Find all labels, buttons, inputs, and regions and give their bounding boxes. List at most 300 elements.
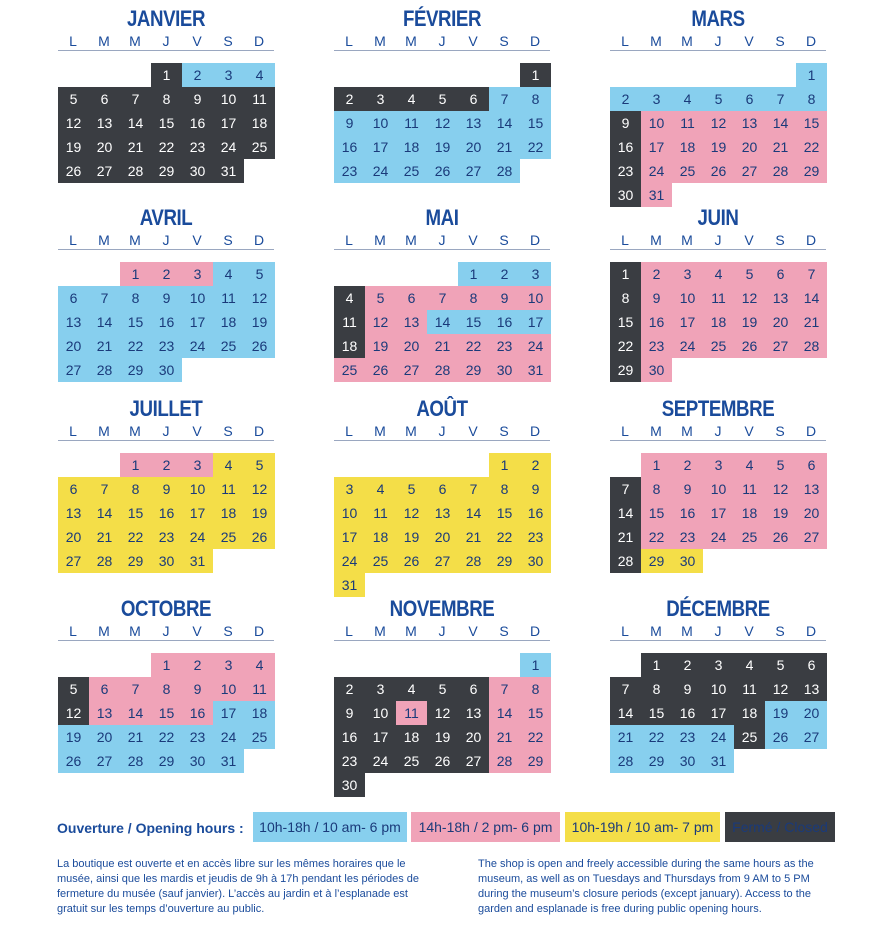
day-cell: 23	[151, 525, 182, 549]
weekday-header: S	[223, 232, 233, 248]
day-cell: 2	[182, 63, 213, 87]
day-cell: 25	[244, 725, 275, 749]
weekday-header: V	[744, 623, 754, 639]
day-cell: 8	[641, 677, 672, 701]
day-cell: 13	[765, 286, 796, 310]
weekday-header: D	[253, 623, 265, 639]
day-cell: 2	[334, 677, 365, 701]
day-cell: 25	[734, 525, 765, 549]
day-cell: 20	[58, 525, 89, 549]
day-cell: 27	[58, 358, 89, 382]
weekday-divider	[334, 50, 550, 51]
day-cell: 12	[396, 501, 427, 525]
day-cell: 21	[796, 310, 827, 334]
weekday-header: J	[714, 232, 722, 248]
day-cell: 6	[458, 87, 489, 111]
day-cell: 9	[641, 286, 672, 310]
day-cell: 19	[427, 725, 458, 749]
day-cell: 23	[489, 334, 520, 358]
day-cell: 2	[182, 653, 213, 677]
weekday-header: S	[223, 623, 233, 639]
day-cell: 26	[734, 334, 765, 358]
weekday-header: J	[162, 423, 170, 439]
weekday-header: D	[529, 623, 541, 639]
weekday-divider	[58, 50, 274, 51]
day-cell: 26	[427, 749, 458, 773]
day-cell: 3	[365, 87, 396, 111]
day-cell: 27	[458, 749, 489, 773]
weekday-header: L	[69, 423, 77, 439]
weekday-header: M	[681, 423, 693, 439]
weekday-header: M	[650, 623, 662, 639]
day-cell: 16	[520, 501, 551, 525]
day-cell: 9	[151, 286, 182, 310]
day-cell: 15	[120, 501, 151, 525]
day-cell: 19	[244, 310, 275, 334]
day-cell: 31	[213, 159, 244, 183]
day-cell: 30	[672, 749, 703, 773]
day-cell: 18	[213, 501, 244, 525]
day-cell: 27	[58, 549, 89, 573]
weekday-header: S	[499, 423, 509, 439]
day-cell: 9	[334, 111, 365, 135]
weekday-header: S	[499, 232, 509, 248]
day-cell: 21	[120, 135, 151, 159]
weekday-divider	[610, 249, 826, 250]
day-cell: 1	[641, 453, 672, 477]
month-title: MARS	[691, 6, 745, 31]
day-cell: 25	[396, 749, 427, 773]
day-cell: 23	[334, 749, 365, 773]
day-cell: 20	[58, 334, 89, 358]
day-cell: 28	[489, 159, 520, 183]
day-cell: 3	[672, 262, 703, 286]
day-cell: 1	[151, 63, 182, 87]
day-cell: 13	[89, 701, 120, 725]
day-cell: 13	[796, 677, 827, 701]
day-cell: 5	[396, 477, 427, 501]
day-cell: 13	[427, 501, 458, 525]
weekday-header: D	[253, 423, 265, 439]
weekday-header: M	[129, 33, 141, 49]
month-title: AOÛT	[416, 396, 468, 421]
day-cell: 4	[365, 477, 396, 501]
day-cell: 29	[641, 749, 672, 773]
day-cell: 30	[151, 358, 182, 382]
day-cell: 20	[458, 135, 489, 159]
weekday-header: V	[468, 623, 478, 639]
day-cell: 4	[244, 63, 275, 87]
weekday-header: S	[775, 623, 785, 639]
day-cell: 7	[120, 87, 151, 111]
month-title: SEPTEMBRE	[661, 396, 775, 421]
day-cell: 16	[489, 310, 520, 334]
day-cell: 16	[334, 135, 365, 159]
day-cell: 4	[396, 677, 427, 701]
day-cell: 19	[734, 310, 765, 334]
day-cell: 25	[396, 159, 427, 183]
day-cell: 1	[641, 653, 672, 677]
day-cell: 12	[58, 701, 89, 725]
weekday-header: M	[98, 623, 110, 639]
day-cell: 16	[151, 501, 182, 525]
day-cell: 9	[610, 111, 641, 135]
day-cell: 7	[610, 677, 641, 701]
weekday-header: M	[681, 623, 693, 639]
day-cell: 29	[489, 549, 520, 573]
day-cell: 19	[58, 135, 89, 159]
day-cell: 14	[610, 501, 641, 525]
weekday-header: M	[650, 33, 662, 49]
day-cell: 28	[458, 549, 489, 573]
weekday-header: V	[192, 423, 202, 439]
day-cell: 14	[120, 701, 151, 725]
day-cell: 2	[672, 653, 703, 677]
day-cell: 3	[213, 653, 244, 677]
day-cell: 10	[213, 87, 244, 111]
day-cell: 3	[520, 262, 551, 286]
weekday-header: V	[468, 33, 478, 49]
day-cell: 17	[182, 501, 213, 525]
day-cell: 12	[244, 477, 275, 501]
weekday-header: L	[621, 33, 629, 49]
weekday-header: D	[805, 232, 817, 248]
day-cell: 23	[182, 135, 213, 159]
day-cell: 31	[182, 549, 213, 573]
day-cell: 20	[458, 725, 489, 749]
day-cell: 7	[796, 262, 827, 286]
day-cell: 13	[58, 310, 89, 334]
day-cell: 10	[703, 477, 734, 501]
day-cell: 16	[151, 310, 182, 334]
weekday-header: L	[69, 232, 77, 248]
weekday-header: M	[650, 232, 662, 248]
day-cell: 5	[765, 653, 796, 677]
day-cell: 24	[365, 159, 396, 183]
legend-yellow-hours: 10h-19h / 10 am- 7 pm	[565, 812, 720, 842]
day-cell: 13	[796, 477, 827, 501]
day-cell: 26	[58, 749, 89, 773]
day-cell: 23	[151, 334, 182, 358]
day-cell: 6	[734, 87, 765, 111]
weekday-divider	[58, 640, 274, 641]
weekday-divider	[610, 640, 826, 641]
day-cell: 6	[89, 87, 120, 111]
weekday-divider	[58, 249, 274, 250]
day-cell: 22	[120, 334, 151, 358]
weekday-header: S	[499, 623, 509, 639]
day-cell: 2	[334, 87, 365, 111]
day-cell: 11	[365, 501, 396, 525]
day-cell: 8	[120, 286, 151, 310]
day-cell: 5	[703, 87, 734, 111]
day-cell: 6	[89, 677, 120, 701]
day-cell: 18	[672, 135, 703, 159]
weekday-header: S	[775, 423, 785, 439]
day-cell: 27	[89, 159, 120, 183]
weekday-header: M	[374, 623, 386, 639]
weekday-header: V	[192, 623, 202, 639]
weekday-header: S	[775, 33, 785, 49]
day-cell: 22	[120, 525, 151, 549]
day-cell: 24	[213, 725, 244, 749]
day-cell: 20	[396, 334, 427, 358]
weekday-header: M	[129, 232, 141, 248]
day-cell: 11	[396, 111, 427, 135]
weekday-header: M	[405, 623, 417, 639]
day-cell: 22	[151, 135, 182, 159]
day-cell: 15	[520, 701, 551, 725]
weekday-header: L	[345, 232, 353, 248]
day-cell: 3	[641, 87, 672, 111]
day-cell: 7	[458, 477, 489, 501]
weekday-header: L	[69, 33, 77, 49]
day-cell: 24	[365, 749, 396, 773]
weekday-header: L	[345, 33, 353, 49]
day-cell: 8	[151, 87, 182, 111]
weekday-header: V	[192, 33, 202, 49]
day-cell: 21	[120, 725, 151, 749]
weekday-header: M	[405, 423, 417, 439]
weekday-header: S	[223, 423, 233, 439]
day-cell: 5	[365, 286, 396, 310]
weekday-header: D	[529, 423, 541, 439]
day-cell: 3	[365, 677, 396, 701]
day-cell: 21	[610, 725, 641, 749]
day-cell: 8	[520, 87, 551, 111]
day-cell: 17	[703, 501, 734, 525]
day-cell: 4	[213, 453, 244, 477]
day-cell: 28	[89, 358, 120, 382]
weekday-header: M	[98, 423, 110, 439]
day-cell: 9	[489, 286, 520, 310]
weekday-header: M	[129, 423, 141, 439]
legend-blue-hours: 10h-18h / 10 am- 6 pm	[253, 812, 407, 842]
day-cell: 19	[427, 135, 458, 159]
day-cell: 22	[489, 525, 520, 549]
day-cell: 26	[365, 358, 396, 382]
weekday-header: J	[714, 33, 722, 49]
day-cell: 6	[58, 286, 89, 310]
day-cell: 9	[151, 477, 182, 501]
day-cell: 16	[182, 701, 213, 725]
weekday-header: M	[681, 232, 693, 248]
day-cell: 5	[58, 87, 89, 111]
day-cell: 11	[703, 286, 734, 310]
day-cell: 24	[703, 525, 734, 549]
day-cell: 5	[58, 677, 89, 701]
day-cell: 30	[334, 773, 365, 797]
day-cell: 18	[396, 135, 427, 159]
day-cell: 16	[334, 725, 365, 749]
day-cell: 9	[182, 87, 213, 111]
day-cell: 12	[765, 677, 796, 701]
day-cell: 5	[244, 262, 275, 286]
day-cell: 21	[489, 725, 520, 749]
day-cell: 5	[427, 677, 458, 701]
day-cell: 11	[213, 286, 244, 310]
day-cell: 31	[703, 749, 734, 773]
day-cell: 5	[427, 87, 458, 111]
day-cell: 10	[520, 286, 551, 310]
day-cell: 6	[796, 453, 827, 477]
legend-closed: Fermé / Closed	[725, 812, 835, 842]
month-title: JUIN	[697, 205, 739, 230]
day-cell: 8	[120, 477, 151, 501]
day-cell: 14	[489, 111, 520, 135]
day-cell: 8	[489, 477, 520, 501]
day-cell: 12	[765, 477, 796, 501]
weekday-header: D	[253, 232, 265, 248]
day-cell: 29	[796, 159, 827, 183]
day-cell: 31	[641, 183, 672, 207]
day-cell: 4	[396, 87, 427, 111]
day-cell: 30	[610, 183, 641, 207]
day-cell: 17	[703, 701, 734, 725]
day-cell: 14	[796, 286, 827, 310]
day-cell: 2	[520, 453, 551, 477]
day-cell: 12	[427, 701, 458, 725]
day-cell: 9	[672, 477, 703, 501]
day-cell: 18	[244, 111, 275, 135]
day-cell: 1	[610, 262, 641, 286]
day-cell: 12	[58, 111, 89, 135]
day-cell: 22	[520, 725, 551, 749]
month-title: JANVIER	[126, 6, 206, 31]
day-cell: 30	[151, 549, 182, 573]
day-cell: 29	[120, 549, 151, 573]
day-cell: 22	[641, 725, 672, 749]
day-cell: 23	[182, 725, 213, 749]
weekday-header: D	[529, 232, 541, 248]
day-cell: 30	[520, 549, 551, 573]
month-title: AVRIL	[139, 205, 193, 230]
day-cell: 15	[520, 111, 551, 135]
day-cell: 14	[89, 501, 120, 525]
day-cell: 1	[796, 63, 827, 87]
day-cell: 27	[734, 159, 765, 183]
day-cell: 15	[120, 310, 151, 334]
day-cell: 15	[458, 310, 489, 334]
day-cell: 27	[427, 549, 458, 573]
day-cell: 20	[765, 310, 796, 334]
day-cell: 2	[641, 262, 672, 286]
weekday-header: J	[714, 623, 722, 639]
day-cell: 30	[672, 549, 703, 573]
day-cell: 21	[610, 525, 641, 549]
weekday-divider	[334, 249, 550, 250]
day-cell: 24	[182, 525, 213, 549]
day-cell: 10	[641, 111, 672, 135]
day-cell: 6	[58, 477, 89, 501]
day-cell: 29	[610, 358, 641, 382]
legend-label: Ouverture / Opening hours :	[57, 820, 244, 836]
day-cell: 23	[672, 725, 703, 749]
weekday-header: J	[162, 623, 170, 639]
day-cell: 24	[334, 549, 365, 573]
weekday-header: M	[374, 423, 386, 439]
day-cell: 17	[213, 701, 244, 725]
day-cell: 4	[734, 453, 765, 477]
day-cell: 9	[182, 677, 213, 701]
day-cell: 21	[765, 135, 796, 159]
weekday-header: L	[69, 623, 77, 639]
weekday-header: V	[744, 423, 754, 439]
day-cell: 28	[489, 749, 520, 773]
weekday-header: S	[223, 33, 233, 49]
day-cell: 4	[734, 653, 765, 677]
day-cell: 8	[610, 286, 641, 310]
day-cell: 14	[765, 111, 796, 135]
day-cell: 3	[703, 653, 734, 677]
day-cell: 17	[334, 525, 365, 549]
day-cell: 24	[641, 159, 672, 183]
day-cell: 20	[796, 501, 827, 525]
weekday-header: D	[805, 623, 817, 639]
day-cell: 16	[610, 135, 641, 159]
weekday-header: D	[529, 33, 541, 49]
weekday-header: V	[744, 33, 754, 49]
day-cell: 24	[520, 334, 551, 358]
day-cell: 19	[396, 525, 427, 549]
weekday-header: M	[98, 232, 110, 248]
day-cell: 31	[213, 749, 244, 773]
day-cell: 29	[120, 358, 151, 382]
month-title: DÉCEMBRE	[666, 596, 770, 621]
weekday-header: S	[775, 232, 785, 248]
day-cell: 7	[89, 477, 120, 501]
day-cell: 3	[213, 63, 244, 87]
day-cell: 17	[365, 135, 396, 159]
day-cell: 27	[458, 159, 489, 183]
day-cell: 16	[641, 310, 672, 334]
weekday-header: V	[744, 232, 754, 248]
day-cell: 26	[396, 549, 427, 573]
day-cell: 21	[489, 135, 520, 159]
day-cell: 24	[672, 334, 703, 358]
day-cell: 11	[672, 111, 703, 135]
day-cell: 3	[334, 477, 365, 501]
day-cell: 22	[641, 525, 672, 549]
weekday-header: M	[405, 232, 417, 248]
day-cell: 25	[703, 334, 734, 358]
day-cell: 21	[458, 525, 489, 549]
day-cell: 4	[334, 286, 365, 310]
day-cell: 5	[734, 262, 765, 286]
day-cell: 18	[734, 501, 765, 525]
day-cell: 19	[365, 334, 396, 358]
day-cell: 10	[182, 477, 213, 501]
day-cell: 29	[151, 159, 182, 183]
weekday-header: V	[468, 423, 478, 439]
day-cell: 26	[765, 525, 796, 549]
day-cell: 10	[213, 677, 244, 701]
day-cell: 18	[734, 701, 765, 725]
day-cell: 7	[120, 677, 151, 701]
day-cell: 2	[672, 453, 703, 477]
day-cell: 21	[89, 334, 120, 358]
day-cell: 9	[334, 701, 365, 725]
day-cell: 14	[120, 111, 151, 135]
day-cell: 14	[89, 310, 120, 334]
day-cell: 23	[672, 525, 703, 549]
day-cell: 13	[89, 111, 120, 135]
day-cell: 7	[489, 87, 520, 111]
day-cell: 7	[427, 286, 458, 310]
day-cell: 23	[334, 159, 365, 183]
day-cell: 27	[765, 334, 796, 358]
day-cell: 7	[489, 677, 520, 701]
